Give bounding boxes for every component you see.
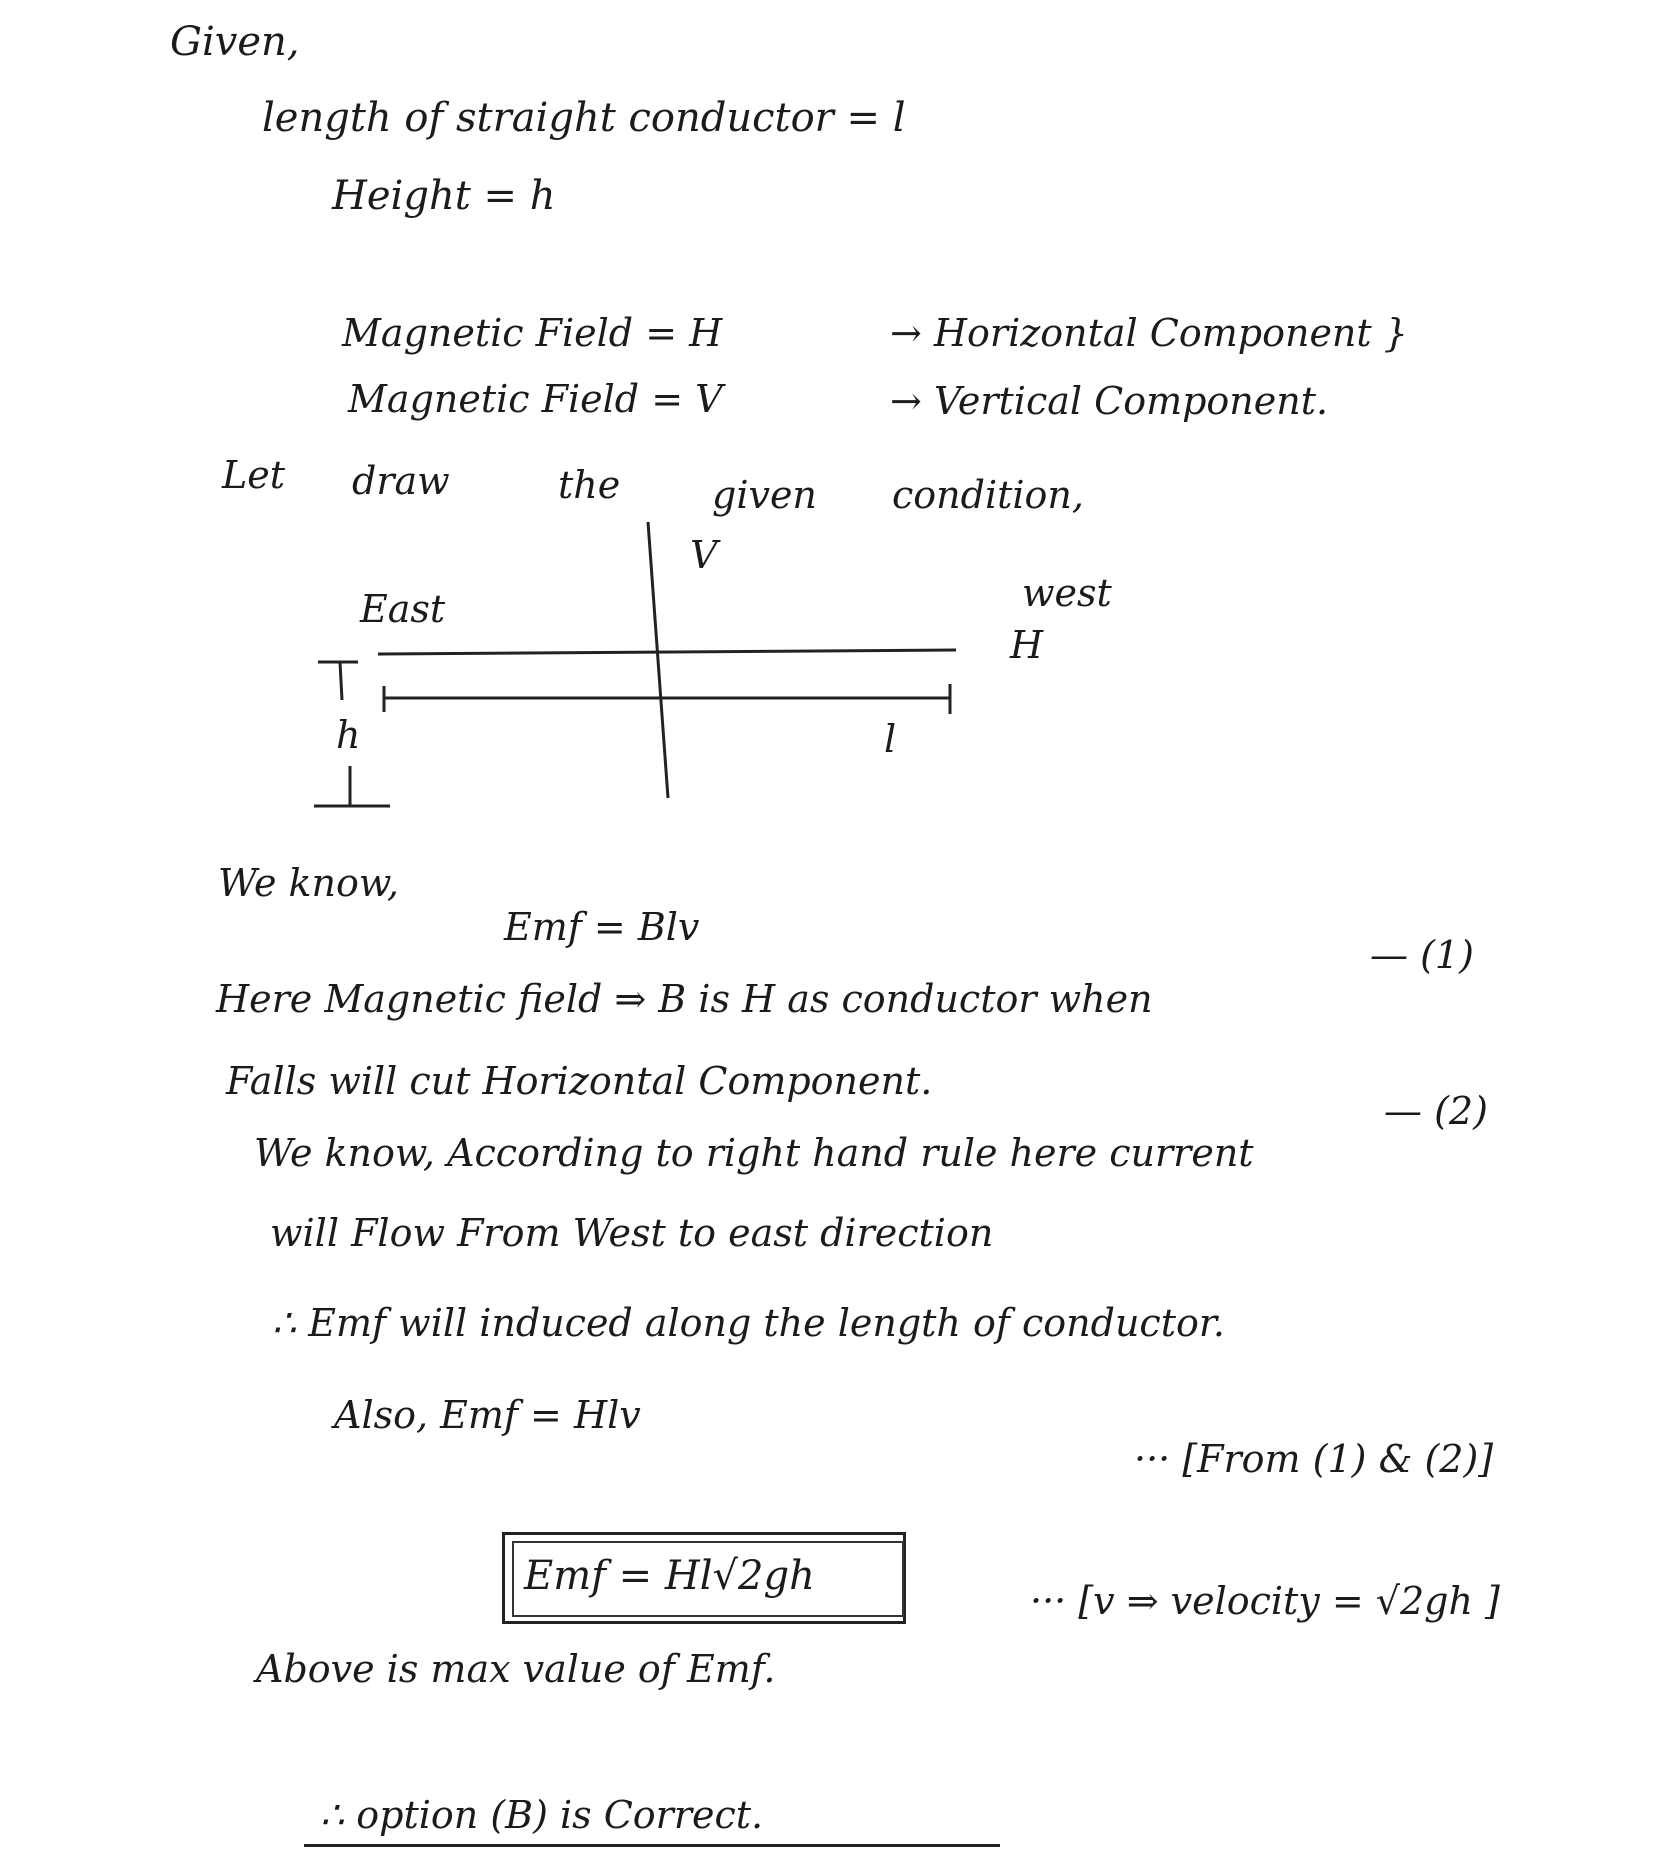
above-line: Above is max value of Emf.	[256, 1647, 776, 1691]
flow-line: will Flow From West to east direction	[270, 1211, 994, 1255]
draw-word-4: given	[712, 473, 817, 517]
draw-word-2: draw	[352, 459, 450, 503]
rule-line: We know, According to right hand rule here current	[254, 1131, 1254, 1175]
equation-1-tag: — (1)	[1370, 933, 1474, 977]
we-know-line: We know,	[218, 861, 400, 905]
conclusion-line: ∴ option (B) is Correct.	[320, 1793, 764, 1837]
v-component-desc: → Vertical Component.	[890, 379, 1329, 423]
horizontal-field-line	[378, 650, 956, 654]
emf-formula: Emf = Blv	[504, 905, 700, 949]
draw-word-1: Let	[222, 453, 285, 497]
length-line: length of straight conductor = l	[262, 95, 906, 141]
given-heading: Given,	[170, 19, 300, 65]
velocity-reference: ··· [v ⇒ velocity = √2gh ]	[1030, 1579, 1500, 1623]
from-reference: ··· [From (1) & (2)]	[1134, 1437, 1494, 1481]
draw-word-5: condition,	[892, 473, 1084, 517]
draw-word-3: the	[558, 463, 621, 507]
boxed-result: Emf = Hl√2gh	[524, 1553, 815, 1599]
h-component-desc: → Horizontal Component }	[890, 311, 1408, 355]
falls-line: Falls will cut Horizontal Component.	[226, 1059, 933, 1103]
height-line: Height = h	[332, 173, 556, 219]
therefore-line: ∴ Emf will induced along the length of conductor.	[272, 1301, 1225, 1345]
here-line: Here Magnetic field ⇒ B is H as conductor when	[216, 977, 1153, 1021]
east-label: East	[360, 587, 446, 631]
h-axis-label: H	[1010, 623, 1044, 667]
height-label: h	[336, 713, 361, 757]
h-field-line: Magnetic Field = H	[342, 311, 723, 355]
west-label: west	[1022, 571, 1112, 615]
height-upper-line	[340, 662, 342, 700]
also-line: Also, Emf = Hlv	[334, 1393, 641, 1437]
equation-2-tag: — (2)	[1384, 1089, 1488, 1133]
v-field-line: Magnetic Field = V	[348, 377, 723, 421]
v-axis-label: V	[690, 533, 718, 577]
length-label: l	[884, 717, 897, 761]
vertical-field-line	[648, 522, 668, 798]
conclusion-underline	[304, 1844, 1000, 1847]
